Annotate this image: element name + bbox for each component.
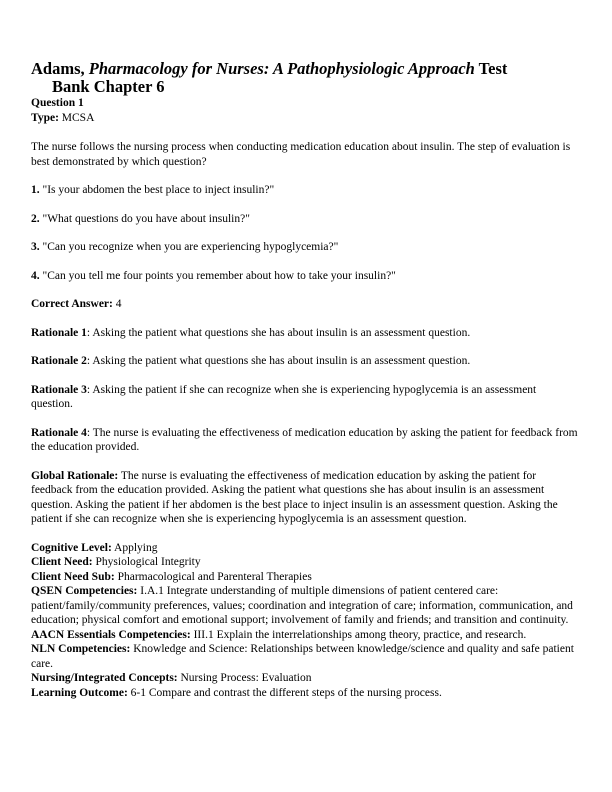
option-text: "Can you tell me four points you remember about how to take your insulin?" (39, 269, 396, 282)
nln-competencies (31, 642, 579, 671)
question-number-label: Question 1 (31, 97, 84, 109)
option-4 (31, 269, 579, 284)
field-value: Applying (111, 541, 158, 554)
rationale-4 (31, 426, 579, 455)
global-rationale-text: The nurse is evaluating the effectiveness of medication education by asking the patient for feedback from the education provided. Asking the patient what questions she has about insulin is an assessment question. Asking the patient if her abdomen is the best place to inject insulin is an assessment question. Asking the patient if she can recognize when she is experiencing hypoglycemia is an assessment question. (31, 469, 558, 525)
rationale-text: : The nurse is evaluating the effectiveness of medication education by asking the patient for feedback from the education provided. (31, 426, 578, 453)
field-value: Nursing Process: Evaluation (177, 672, 312, 684)
title-book: Pharmacology for Nurses: A Pathophysiologic Approach (88, 59, 475, 78)
correct-answer-label: Correct Answer: (31, 298, 113, 310)
rationale-text: : Asking the patient what questions she has about insulin is an assessment question. (86, 326, 471, 339)
field-value: Physiological Integrity (92, 556, 201, 568)
option-number: 4. (31, 269, 40, 282)
classification-block (31, 541, 579, 701)
rationale-label: Rationale 4 (31, 426, 87, 439)
field-value: Pharmacological and Parenteral Therapies (114, 570, 312, 583)
client-need (31, 555, 579, 570)
client-need-sub (31, 570, 579, 585)
global-rationale (31, 469, 579, 527)
rationale-1 (31, 326, 579, 341)
question-stem: The nurse follows the nursing process when conducting medication education about insulin. The step of evaluation is best demonstrated by which question? (31, 141, 571, 168)
option-3 (31, 240, 579, 255)
correct-answer (31, 297, 579, 312)
field-label: NLN Competencies: (31, 643, 131, 655)
field-label: Learning Outcome: (31, 686, 128, 699)
field-value: I.A.1 Integrate understanding of multiple dimensions of patient centered care: patient/family/community preferences, values; coordination and integration of care; information, communication, and education; physical comfort and emotional support; involvement of family and friends; and transition and continuity. (31, 585, 573, 626)
option-number: 2. (31, 212, 40, 225)
title-author: Adams, (31, 59, 89, 78)
field-label: Cognitive Level: (31, 541, 112, 554)
question-number (31, 96, 579, 111)
field-label: Client Need: (31, 556, 93, 568)
option-number: 1. (31, 184, 40, 196)
learning-outcome (31, 686, 579, 701)
nursing-integrated-concepts (31, 671, 579, 686)
option-text: "Is your abdomen the best place to inject insulin?" (39, 184, 275, 196)
option-number: 3. (31, 241, 40, 253)
field-label: Nursing/Integrated Concepts: (31, 672, 178, 684)
correct-answer-value: 4 (112, 298, 122, 310)
cognitive-level (31, 541, 579, 556)
option-text: "What questions do you have about insulin?" (39, 212, 250, 225)
rationale-label: Rationale 2 (31, 355, 87, 367)
field-label: AACN Essentials Competencies: (31, 628, 191, 641)
title-suffix: Test (474, 59, 508, 78)
option-1 (31, 183, 579, 198)
document-page (31, 60, 579, 700)
type-label: Type: (31, 112, 59, 124)
field-label: QSEN Competencies: (31, 585, 138, 597)
title-line2: Bank Chapter 6 (52, 77, 165, 96)
rationale-3 (31, 383, 579, 412)
rationale-label: Rationale 1 (31, 326, 87, 339)
field-label: Client Need Sub: (31, 570, 115, 583)
qsen-competencies (31, 584, 579, 628)
type-value: MCSA (58, 112, 95, 124)
option-text: "Can you recognize when you are experiencing hypoglycemia?" (39, 241, 339, 253)
document-title (31, 60, 579, 96)
global-rationale-label: Global Rationale: (31, 469, 119, 482)
question-type (31, 111, 579, 126)
rationale-text: : Asking the patient what questions she has about insulin is an assessment question. (86, 355, 471, 367)
rationale-label: Rationale 3 (31, 383, 87, 396)
option-2 (31, 212, 579, 227)
rationale-text: : Asking the patient if she can recognize when she is experiencing hypoglycemia is an assessment question. (31, 383, 537, 410)
aacn-competencies (31, 628, 579, 643)
field-value: III.1 Explain the interrelationships among theory, practice, and research. (190, 628, 527, 641)
field-value: Knowledge and Science: Relationships between knowledge/science and quality and safe patient care. (31, 643, 574, 670)
rationale-2 (31, 354, 579, 369)
field-value: 6-1 Compare and contrast the different steps of the nursing process. (127, 686, 442, 699)
